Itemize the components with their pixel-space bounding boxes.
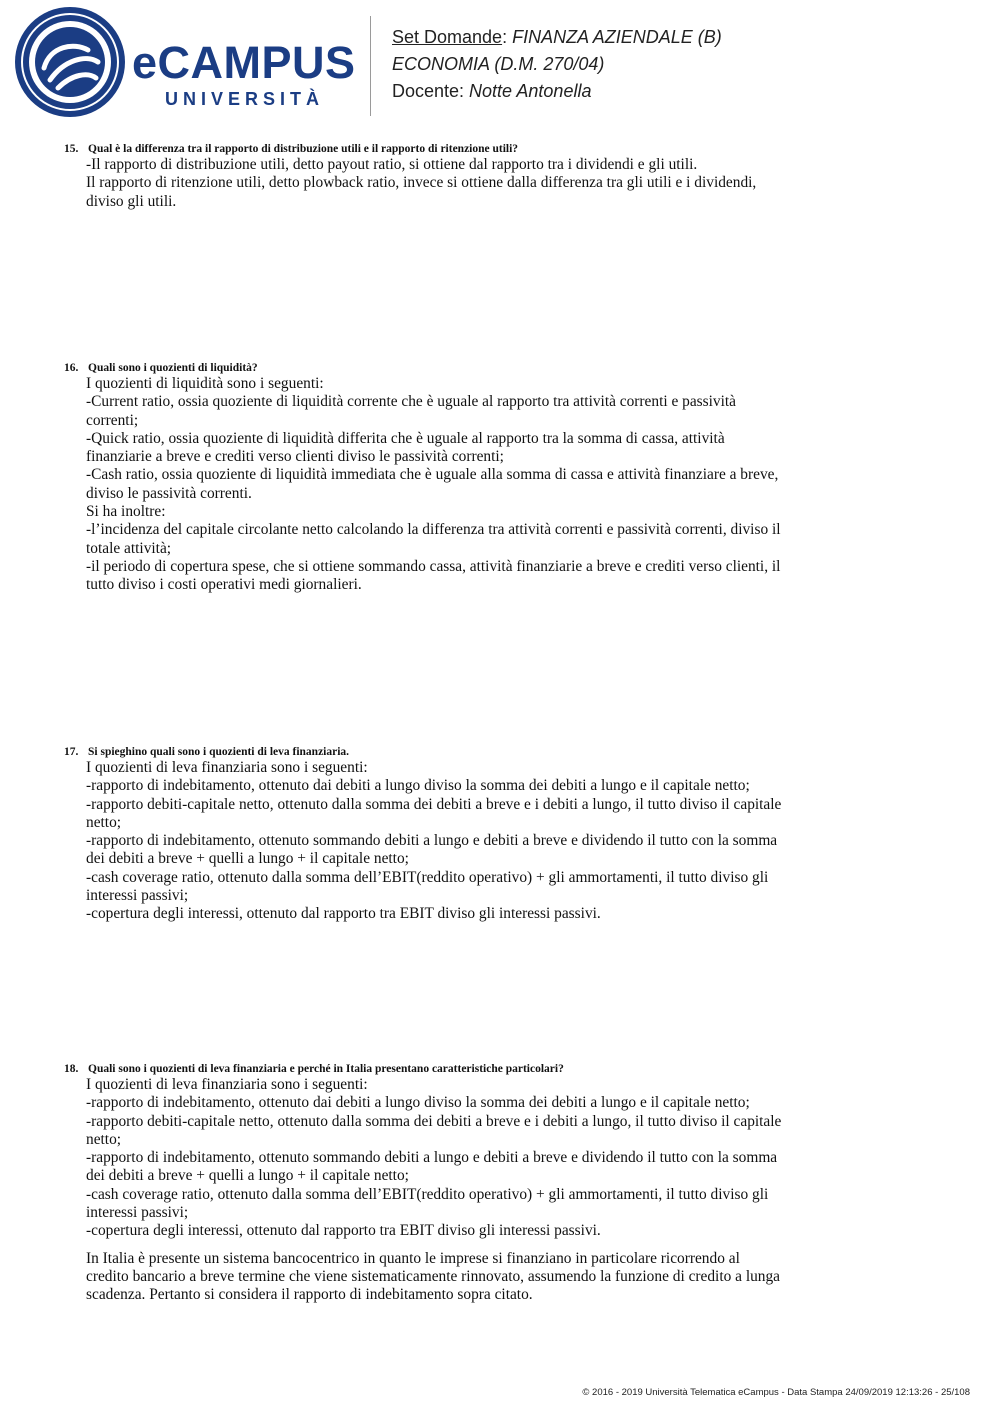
question-17 bbox=[64, 745, 784, 924]
answer-paragraph: -l’incidenza del capitale circolante netto calcolando la differenza tra attività correnti e passività correnti, diviso il totale attività; bbox=[86, 521, 781, 557]
question-title bbox=[64, 745, 784, 759]
question-title bbox=[64, 142, 784, 156]
question-text: Si spieghino quali sono i quozienti di leva finanziaria. bbox=[88, 746, 350, 758]
paragraph-spacer bbox=[86, 1241, 784, 1250]
question-title bbox=[64, 1062, 784, 1076]
answer-paragraph: -il periodo di copertura spese, che si ottiene sommando cassa, attività finanziarie a breve e crediti verso clienti, il tutto diviso i costi operativi medi giornalieri. bbox=[86, 557, 781, 594]
answer-paragraph: -Il rapporto di distribuzione utili, detto payout ratio, si ottiene dal rapporto tra i dividendi e gli utili. bbox=[86, 156, 698, 173]
answer-paragraph: -rapporto debiti-capitale netto, ottenuto dalla somma dei debiti a breve e i debiti a lungo, il tutto diviso il capitale netto; bbox=[86, 795, 782, 831]
degree-name: ECONOMIA (D.M. 270/04) bbox=[392, 54, 605, 74]
answer-paragraph: -rapporto di indebitamento, ottenuto dai debiti a lungo diviso la somma dei debiti a lungo e il capitale netto; bbox=[86, 1094, 750, 1112]
answer-paragraph: -Cash ratio, ossia quoziente di liquidità immediata che è uguale alla somma di cassa e attività finanziare a breve, diviso le passività correnti. bbox=[86, 466, 779, 502]
answer-paragraph: -copertura degli interessi, ottenuto dal rapporto tra EBIT diviso gli interessi passivi. bbox=[86, 1222, 601, 1240]
answer-paragraph: I quozienti di leva finanziaria sono i seguenti: bbox=[86, 1076, 368, 1093]
answer-paragraph: I quozienti di leva finanziaria sono i seguenti: bbox=[86, 759, 368, 776]
answer bbox=[86, 1076, 784, 1305]
answer-paragraph: -cash coverage ratio, ottenuto dalla somma dell’EBIT(reddito operativo) + gli ammortamenti, il tutto diviso gli interessi passivi; bbox=[86, 868, 769, 905]
question-15 bbox=[64, 142, 784, 211]
question-title bbox=[64, 361, 784, 375]
question-text: Quali sono i quozienti di leva finanziaria e perché in Italia presentano caratteristiche particolari? bbox=[88, 1063, 564, 1075]
docente-name: Notte Antonella bbox=[469, 81, 592, 101]
question-text: Quali sono i quozienti di liquidità? bbox=[88, 362, 258, 374]
question-number: 18. bbox=[64, 1063, 79, 1075]
set-domande-separator: : bbox=[502, 27, 513, 47]
question-18 bbox=[64, 1062, 784, 1305]
answer bbox=[86, 375, 784, 595]
course-name: FINANZA AZIENDALE (B) bbox=[512, 27, 722, 47]
ecampus-logo-emblem bbox=[14, 6, 126, 118]
question-number: 16. bbox=[64, 362, 79, 374]
ecampus-logo-subtitle: UNIVERSITÀ bbox=[165, 89, 325, 109]
document-header bbox=[392, 24, 722, 105]
question-number: 17. bbox=[64, 746, 79, 758]
ecampus-logo-wordmark: eCAMPUS bbox=[132, 37, 356, 88]
answer-paragraph: -rapporto di indebitamento, ottenuto sommando debiti a lungo e debiti a breve e dividendo il tutto con la somma dei debiti a breve + quelli a lungo + il capitale netto; bbox=[86, 1149, 778, 1185]
answer-paragraph: In Italia è presente un sistema bancocentrico in quanto le imprese si finanziano in particolare ricorrendo al credito bancario a breve termine che viene sistematicamente rinnovato, assumendo la funzione di credito a lunga scadenza. Pertanto si considera il rapporto di indebitamento sopra citato. bbox=[86, 1249, 781, 1304]
answer-paragraph: -cash coverage ratio, ottenuto dalla somma dell’EBIT(reddito operativo) + gli ammortamenti, il tutto diviso gli interessi passivi; bbox=[86, 1185, 769, 1222]
degree-line bbox=[392, 51, 722, 78]
docente-line bbox=[392, 78, 722, 105]
header-divider bbox=[370, 16, 371, 116]
set-domande-line bbox=[392, 24, 722, 51]
docente-label: Docente: bbox=[392, 81, 470, 101]
answer-paragraph: Il rapporto di ritenzione utili, detto plowback ratio, invece si ottiene dalla differenza tra gli utili e i dividendi, diviso gli utili. bbox=[86, 174, 757, 210]
answer-paragraph: -Quick ratio, ossia quoziente di liquidità differita che è uguale al rapporto tra la somma di cassa, attività finanziarie a breve e crediti verso clienti diviso le passività correnti; bbox=[86, 429, 725, 466]
answer-paragraph: I quozienti di liquidità sono i seguenti: bbox=[86, 375, 324, 392]
answer-paragraph: -Current ratio, ossia quoziente di liquidità corrente che è uguale al rapporto tra attività correnti e passività correnti; bbox=[86, 393, 737, 429]
question-number: 15. bbox=[64, 143, 79, 155]
answer-paragraph: Si ha inoltre: bbox=[86, 503, 166, 521]
question-16 bbox=[64, 361, 784, 595]
set-domande-label: Set Domande bbox=[392, 27, 503, 47]
answer bbox=[86, 759, 784, 924]
answer bbox=[86, 156, 784, 211]
page-footer: © 2016 - 2019 Università Telematica eCampus - Data Stampa 24/09/2019 12:13:26 - 25/108 bbox=[582, 1387, 970, 1398]
question-text: Qual è la differenza tra il rapporto di distribuzione utili e il rapporto di ritenzione utili? bbox=[88, 143, 519, 155]
answer-paragraph: -rapporto di indebitamento, ottenuto sommando debiti a lungo e debiti a breve e dividendo il tutto con la somma dei debiti a breve + quelli a lungo + il capitale netto; bbox=[86, 832, 778, 868]
answer-paragraph: -rapporto debiti-capitale netto, ottenuto dalla somma dei debiti a breve e i debiti a lungo, il tutto diviso il capitale netto; bbox=[86, 1112, 782, 1148]
answer-paragraph: -rapporto di indebitamento, ottenuto dai debiti a lungo diviso la somma dei debiti a lungo e il capitale netto; bbox=[86, 777, 750, 795]
answer-paragraph: -copertura degli interessi, ottenuto dal rapporto tra EBIT diviso gli interessi passivi. bbox=[86, 905, 601, 923]
